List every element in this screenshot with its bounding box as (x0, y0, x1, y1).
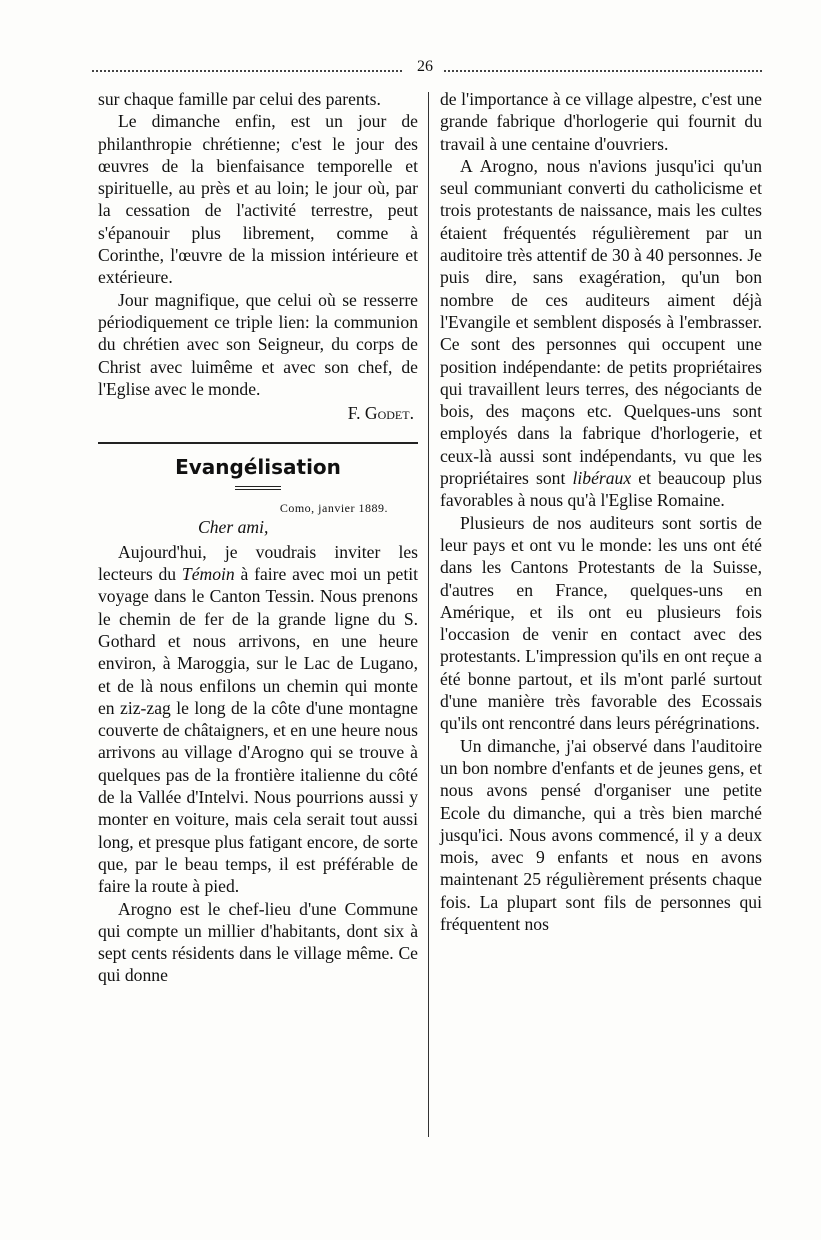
column-divider (428, 92, 429, 1137)
text-run: Aujourd'hui, je voudrais inviter les lecteurs du (98, 541, 418, 585)
dateline: Como, janvier 1889. (279, 501, 388, 516)
paragraph: sur chaque famille par celui des parents. (98, 89, 381, 109)
header-ornament-right (444, 70, 762, 76)
paragraph: Le dimanche enfin, est un jour de philanthropie chrétienne; c'est le jour des œuvres de la bienfaisance temporelle et spirituelle, au près et au loin; le jour où, par la cessation de l'activité terrestre, peut s'épanouir plus librement, comme à Corinthe, l'œuvre de la mission intérieure et extérieure. (98, 111, 418, 288)
section-rule (98, 442, 418, 444)
italic-text: libéraux (572, 468, 632, 489)
paragraph: Jour magnifique, que celui où se resserre périodiquement ce triple lien: la communion du chrétien avec son Seigneur, du corps de Christ avec luimême et avec son chef, de l'Eglise avec le monde. (98, 289, 418, 399)
paragraph: Plusieurs de nos auditeurs sont sortis de leur pays et ont vu le monde: les uns ont été dans les Cantons Protestants de la Suisse, d'autres en France, quelques-uns en Amérique, et ils ont eu plusieurs fois l'occasion de venir en contact avec des protestants. L'impression qu'ils en ont reçue a été bonne partout, et ils m'ont parlé surtout d'une manière très favorable des Ecossais qu'ils ont rencontré dans leurs pérégrinations. (440, 512, 762, 734)
paragraph (98, 541, 418, 898)
title-underline (235, 486, 281, 490)
paragraph (440, 155, 762, 512)
salutation: Cher ami, (198, 517, 269, 538)
paragraph: Un dimanche, j'ai observé dans l'auditoire un bon nombre d'enfants et de jeunes gens, et nous avons pensé d'organiser une petite Ecole du dimanche, qui a très bien marché jusqu'ici. Nous avons commencé, il y a deux mois, avec 9 enfants et nous en avons maintenant 25 régulièrement présents chaque fois. La plupart sont fils de personnes qui fréquentent nos (440, 735, 762, 934)
right-column (440, 88, 762, 935)
left-column (98, 88, 418, 987)
page-number: 26 (417, 58, 433, 75)
page-header (92, 58, 762, 82)
signature: F. Godet. (347, 403, 414, 424)
paragraph: Arogno est le chef-lieu d'une Commune qui compte un millier d'habitants, dont six à sept cents résidents dans le village même. Ce qui donne (98, 898, 418, 986)
italic-text: Témoin (181, 564, 235, 585)
text-run: A Arogno, nous n'avions jusqu'ici qu'un seul communiant converti du catholicisme et trois protestants de naissance, mais les cultes étaient fréquentés régulièrement par un auditoire très attentif de 30 à 40 personnes. Je puis dire, sans exagération, qu'un bon nombre de ces auditeurs aiment déjà l'Evangile et semblent disposés à l'embrasser. Ce sont des personnes qui occupent une position indépendante: de petits propriétaires qui travaillent leurs terres, des négociants de bois, des maçons etc. Quelques-uns sont employés dans la fabrique d'horlogerie, et ceux-là aussi sont indépendants, vu que les propriétaires sont (440, 155, 762, 489)
text-run: et beaucoup plus favorables à nous qu'à l'Eglise Romaine. (440, 468, 763, 511)
paragraph: de l'importance à ce village alpestre, c'est une grande fabrique d'horlogerie qui fournit du travail à une centaine d'ouvriers. (440, 89, 762, 154)
section-title: Evangélisation (175, 455, 341, 480)
text-run: à faire avec moi un petit voyage dans le Canton Tessin. Nous prenons le chemin de fer de la grande ligne du S. Gothard et nous arrivons, en une heure environ, à Maroggia, sur le Lac de Lugano, et de là nous enfilons un chemin qui monte en ziz-zag le long de la côte d'une montagne couverte de châtaigners, et en une heure nous arrivons au village d'Arogno qui se trouve à quelques pas de la frontière italienne du côté de la Vallée d'Intelvi. Nous pourrions aussi y monter en voiture, mais cela serait tout aussi long, et presque plus fatigant encore, de sorte que, par le beau temps, il est préférable de faire la route à pied. (98, 564, 418, 897)
header-ornament-left (92, 70, 402, 76)
